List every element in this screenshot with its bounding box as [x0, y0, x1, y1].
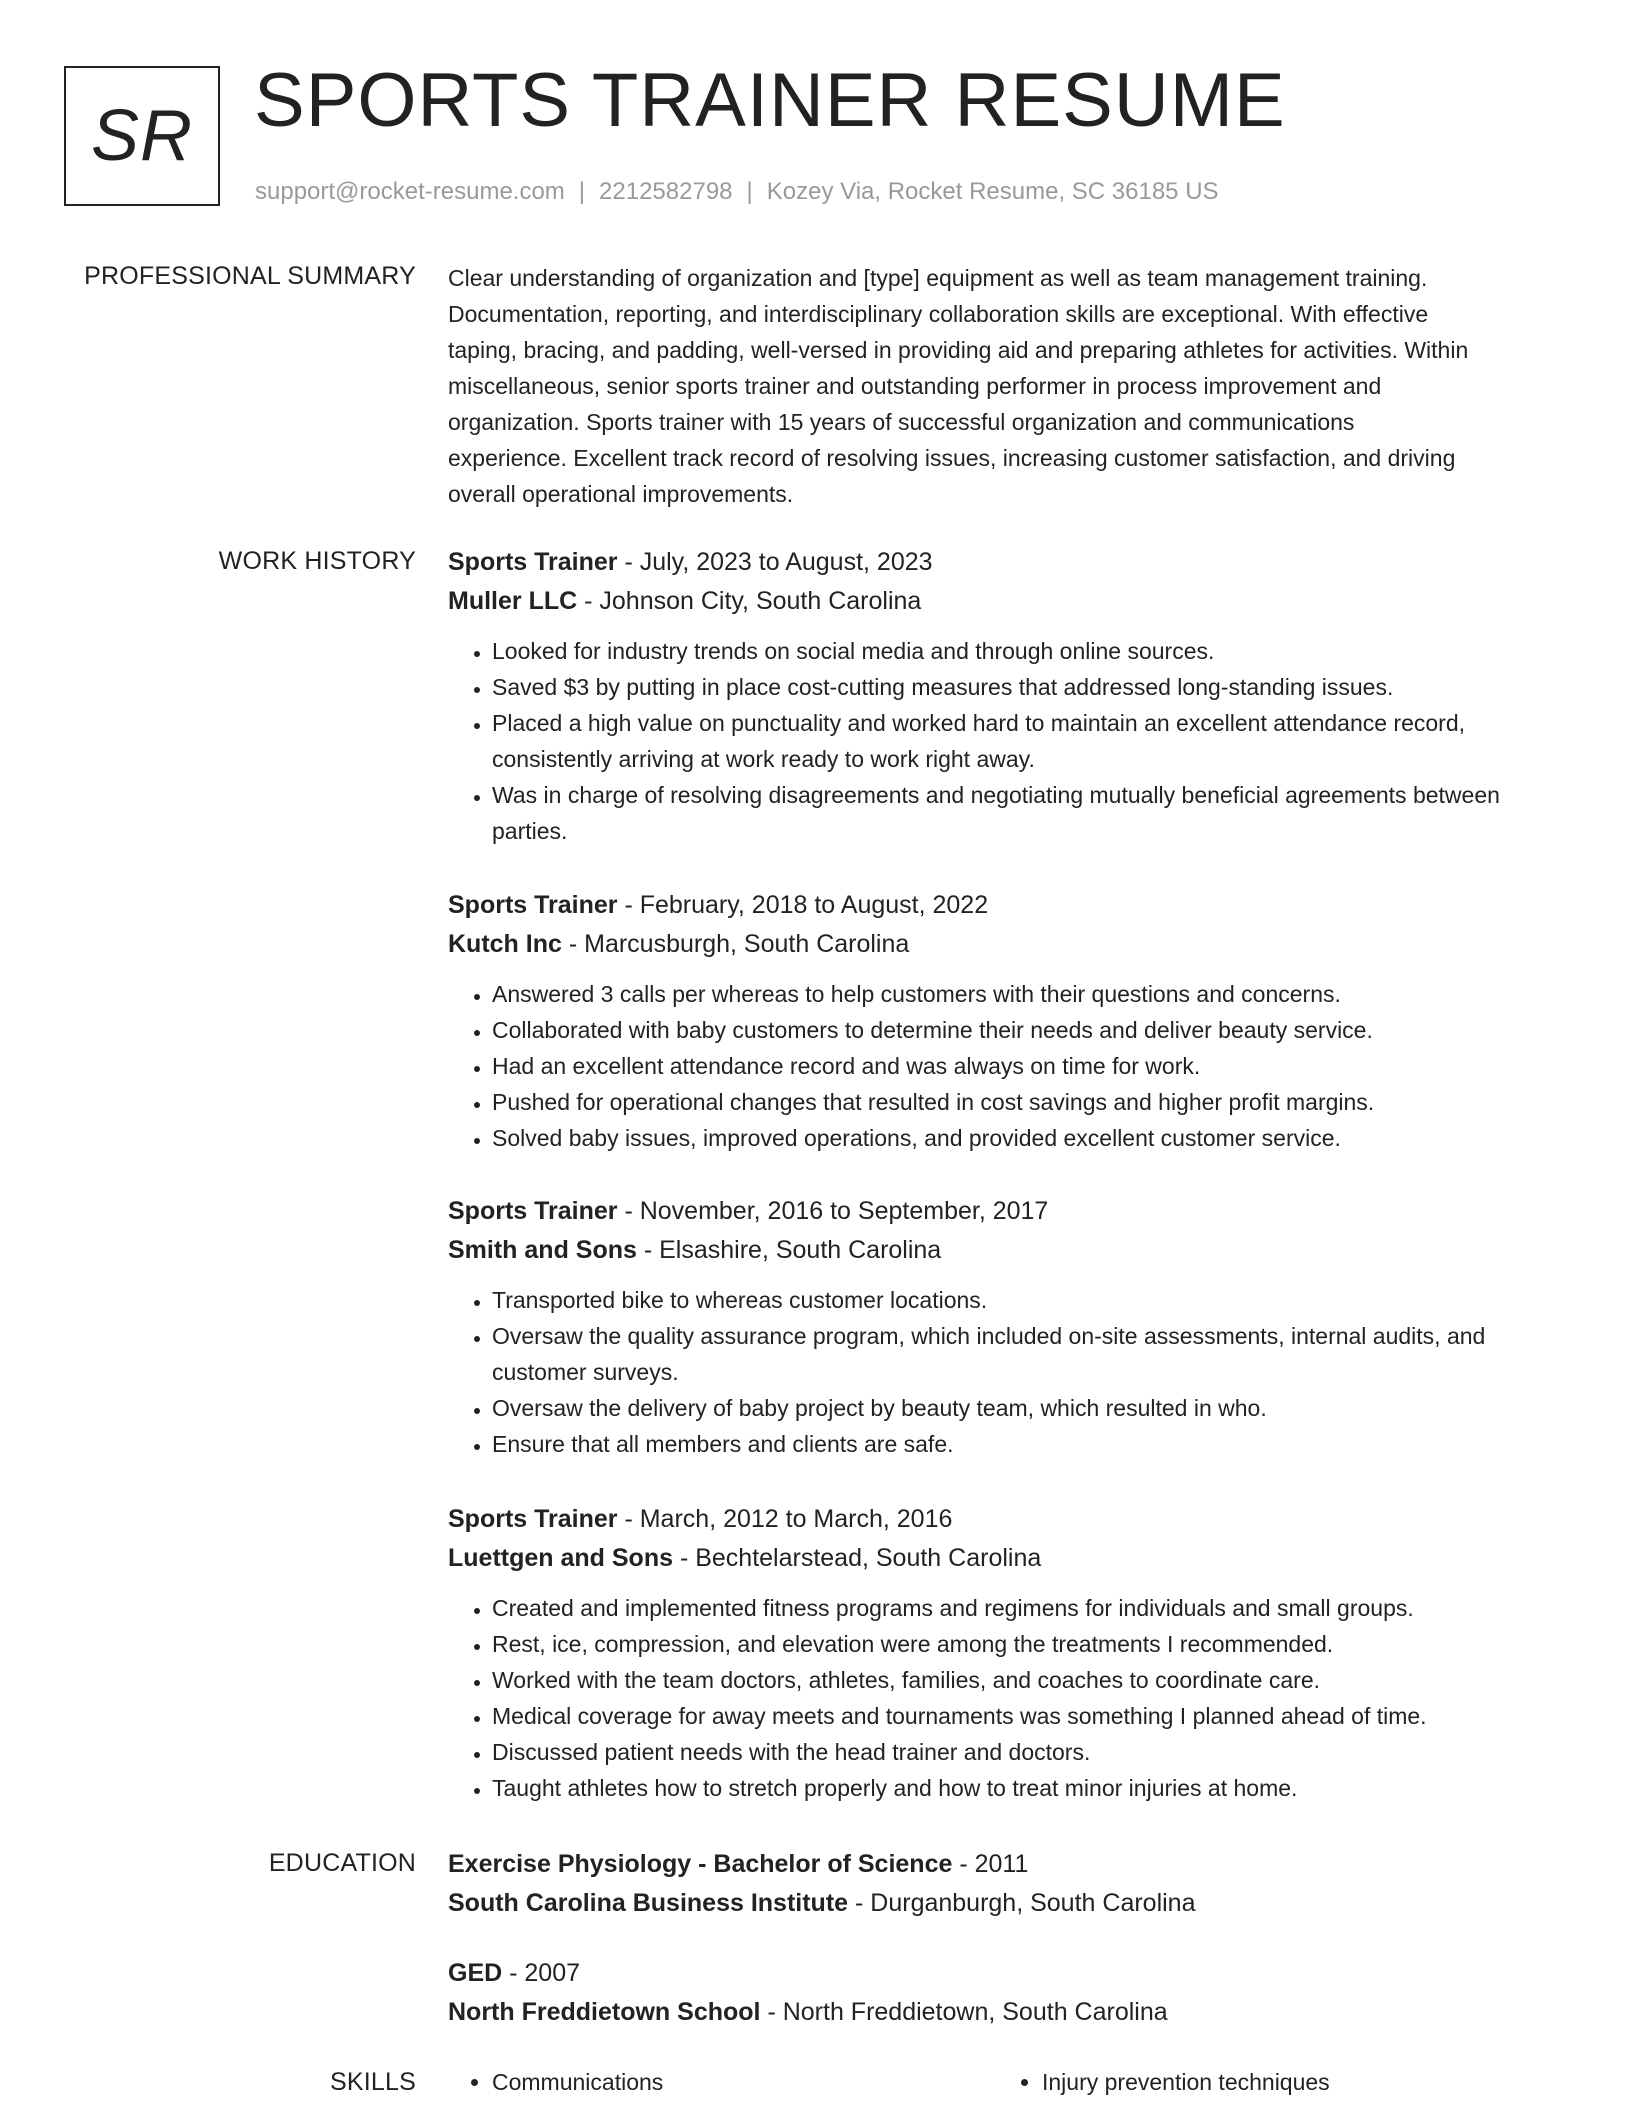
education-year: - 2011 [952, 1850, 1029, 1878]
job-entry [448, 1192, 1568, 1462]
education-year: - 2007 [502, 1959, 581, 1987]
job-title-line [448, 543, 1568, 582]
skill-item: • Communications [492, 2064, 968, 2100]
contact-address: Kozey Via, Rocket Resume, SC 36185 US [766, 178, 1219, 205]
section-label-work-history: WORK HISTORY [218, 547, 416, 575]
job-location: - Johnson City, South Carolina [577, 587, 922, 615]
contact-line [255, 176, 1219, 208]
job-bullet: • Was in charge of resolving disagreements and negotiating mutually beneficial agreements between parties. [492, 777, 1568, 849]
monogram-badge: SR [64, 66, 220, 206]
job-bullets [448, 976, 1568, 1156]
section-label-summary: PROFESSIONAL SUMMARY [84, 262, 416, 290]
job-bullet: • Taught athletes how to stretch properly and how to treat minor injuries at home. [492, 1770, 1568, 1806]
education-school: South Carolina Business Institute [448, 1889, 849, 1917]
education-degree-line [448, 1845, 1568, 1884]
summary-line: experience. Excellent track record of resolving issues, increasing customer satisfaction, and driving [448, 445, 1456, 471]
job-entry [448, 886, 1568, 1156]
education-degree: GED [448, 1959, 503, 1987]
contact-separator: | [578, 178, 586, 205]
education-degree-line [448, 1954, 1568, 1993]
job-bullet: • Had an excellent attendance record and was always on time for work. [492, 1048, 1568, 1084]
contact-separator: | [746, 178, 753, 205]
job-dates: - February, 2018 to August, 2022 [617, 891, 989, 919]
job-company-line [448, 1231, 1568, 1270]
skills-column-left [448, 2064, 968, 2100]
summary-line: overall operational improvements. [448, 481, 794, 507]
summary-line: miscellaneous, senior sports trainer and outstanding performer in process improvement and [448, 373, 1382, 399]
job-bullet: • Oversaw the quality assurance program, which included on-site assessments, internal audits, and customer surveys. [492, 1318, 1568, 1390]
job-location: - Bechtelarstead, South Carolina [673, 1544, 1042, 1572]
summary-text [448, 260, 1568, 512]
skills-column-right [998, 2064, 1518, 2100]
job-title: Sports Trainer [448, 1197, 618, 1225]
job-bullet: • Transported bike to whereas customer locations. [492, 1282, 1568, 1318]
skill-item: • Injury prevention techniques [1042, 2064, 1518, 2100]
job-company: Kutch Inc [448, 930, 562, 958]
job-bullet: • Created and implemented fitness programs and regimens for individuals and small groups. [492, 1590, 1568, 1626]
resume-title: SPORTS TRAINER RESUME [254, 58, 1286, 143]
job-company-line [448, 1539, 1568, 1578]
job-company: Smith and Sons [448, 1236, 637, 1264]
job-title-line [448, 1192, 1568, 1231]
job-title-line [448, 886, 1568, 925]
job-bullets [448, 1282, 1568, 1462]
job-bullet: • Worked with the team doctors, athletes, families, and coaches to coordinate care. [492, 1662, 1568, 1698]
job-bullet: • Ensure that all members and clients are safe. [492, 1426, 1568, 1462]
job-company-line [448, 925, 1568, 964]
summary-line: Clear understanding of organization and [type] equipment as well as team management training. [448, 265, 1428, 291]
job-bullet: • Rest, ice, compression, and elevation were among the treatments I recommended. [492, 1626, 1568, 1662]
section-label-skills: SKILLS [330, 2068, 416, 2096]
job-bullet: • Pushed for operational changes that resulted in cost savings and higher profit margins. [492, 1084, 1568, 1120]
job-title: Sports Trainer [448, 891, 618, 919]
job-bullet: • Medical coverage for away meets and tournaments was something I planned ahead of time. [492, 1698, 1568, 1734]
job-entry [448, 543, 1568, 849]
job-bullet: • Looked for industry trends on social media and through online sources. [492, 633, 1568, 669]
job-bullet: • Placed a high value on punctuality and worked hard to maintain an excellent attendance record, consistently arriving at work ready to work right away. [492, 705, 1568, 777]
job-company-line [448, 582, 1568, 621]
education-school-line [448, 1993, 1568, 2032]
job-location: - Marcusburgh, South Carolina [561, 930, 910, 958]
job-bullet: • Collaborated with baby customers to determine their needs and deliver beauty service. [492, 1012, 1568, 1048]
education-entry [448, 1954, 1568, 2032]
job-company: Muller LLC [448, 587, 578, 615]
job-bullet: • Oversaw the delivery of baby project by beauty team, which resulted in who. [492, 1390, 1568, 1426]
education-location: - Durganburgh, South Carolina [848, 1889, 1196, 1917]
summary-line: taping, bracing, and padding, well-versed in providing aid and preparing athletes for activities. Within [448, 337, 1469, 363]
job-bullet: • Discussed patient needs with the head trainer and doctors. [492, 1734, 1568, 1770]
job-title: Sports Trainer [448, 548, 618, 576]
job-dates: - March, 2012 to March, 2016 [617, 1505, 953, 1533]
education-school-line [448, 1884, 1568, 1923]
skills-list [998, 2064, 1518, 2100]
education-degree: Exercise Physiology - Bachelor of Science [448, 1850, 953, 1878]
job-bullet: • Answered 3 calls per whereas to help customers with their questions and concerns. [492, 976, 1568, 1012]
job-dates: - July, 2023 to August, 2023 [617, 548, 933, 576]
education-entry [448, 1845, 1568, 1923]
job-bullets [448, 1590, 1568, 1806]
job-bullet: • Saved $3 by putting in place cost-cutting measures that addressed long-standing issues. [492, 669, 1568, 705]
section-label-education: EDUCATION [268, 1849, 416, 1877]
job-company: Luettgen and Sons [448, 1544, 673, 1572]
job-title: Sports Trainer [448, 1505, 618, 1533]
contact-phone[interactable]: 2212582798 [599, 178, 733, 205]
job-dates: - November, 2016 to September, 2017 [617, 1197, 1049, 1225]
summary-line: Documentation, reporting, and interdisciplinary collaboration skills are exceptional. With effective [448, 301, 1429, 327]
education-location: - North Freddietown, South Carolina [760, 1998, 1168, 2026]
summary-line: organization. Sports trainer with 15 years of successful organization and communications [448, 409, 1355, 435]
skills-list [448, 2064, 968, 2100]
job-bullets [448, 633, 1568, 849]
contact-email[interactable]: support@rocket-resume.com [255, 178, 565, 205]
job-title-line [448, 1500, 1568, 1539]
job-entry [448, 1500, 1568, 1806]
job-bullet: • Solved baby issues, improved operations, and provided excellent customer service. [492, 1120, 1568, 1156]
education-school: North Freddietown School [448, 1998, 761, 2026]
job-location: - Elsashire, South Carolina [636, 1236, 942, 1264]
